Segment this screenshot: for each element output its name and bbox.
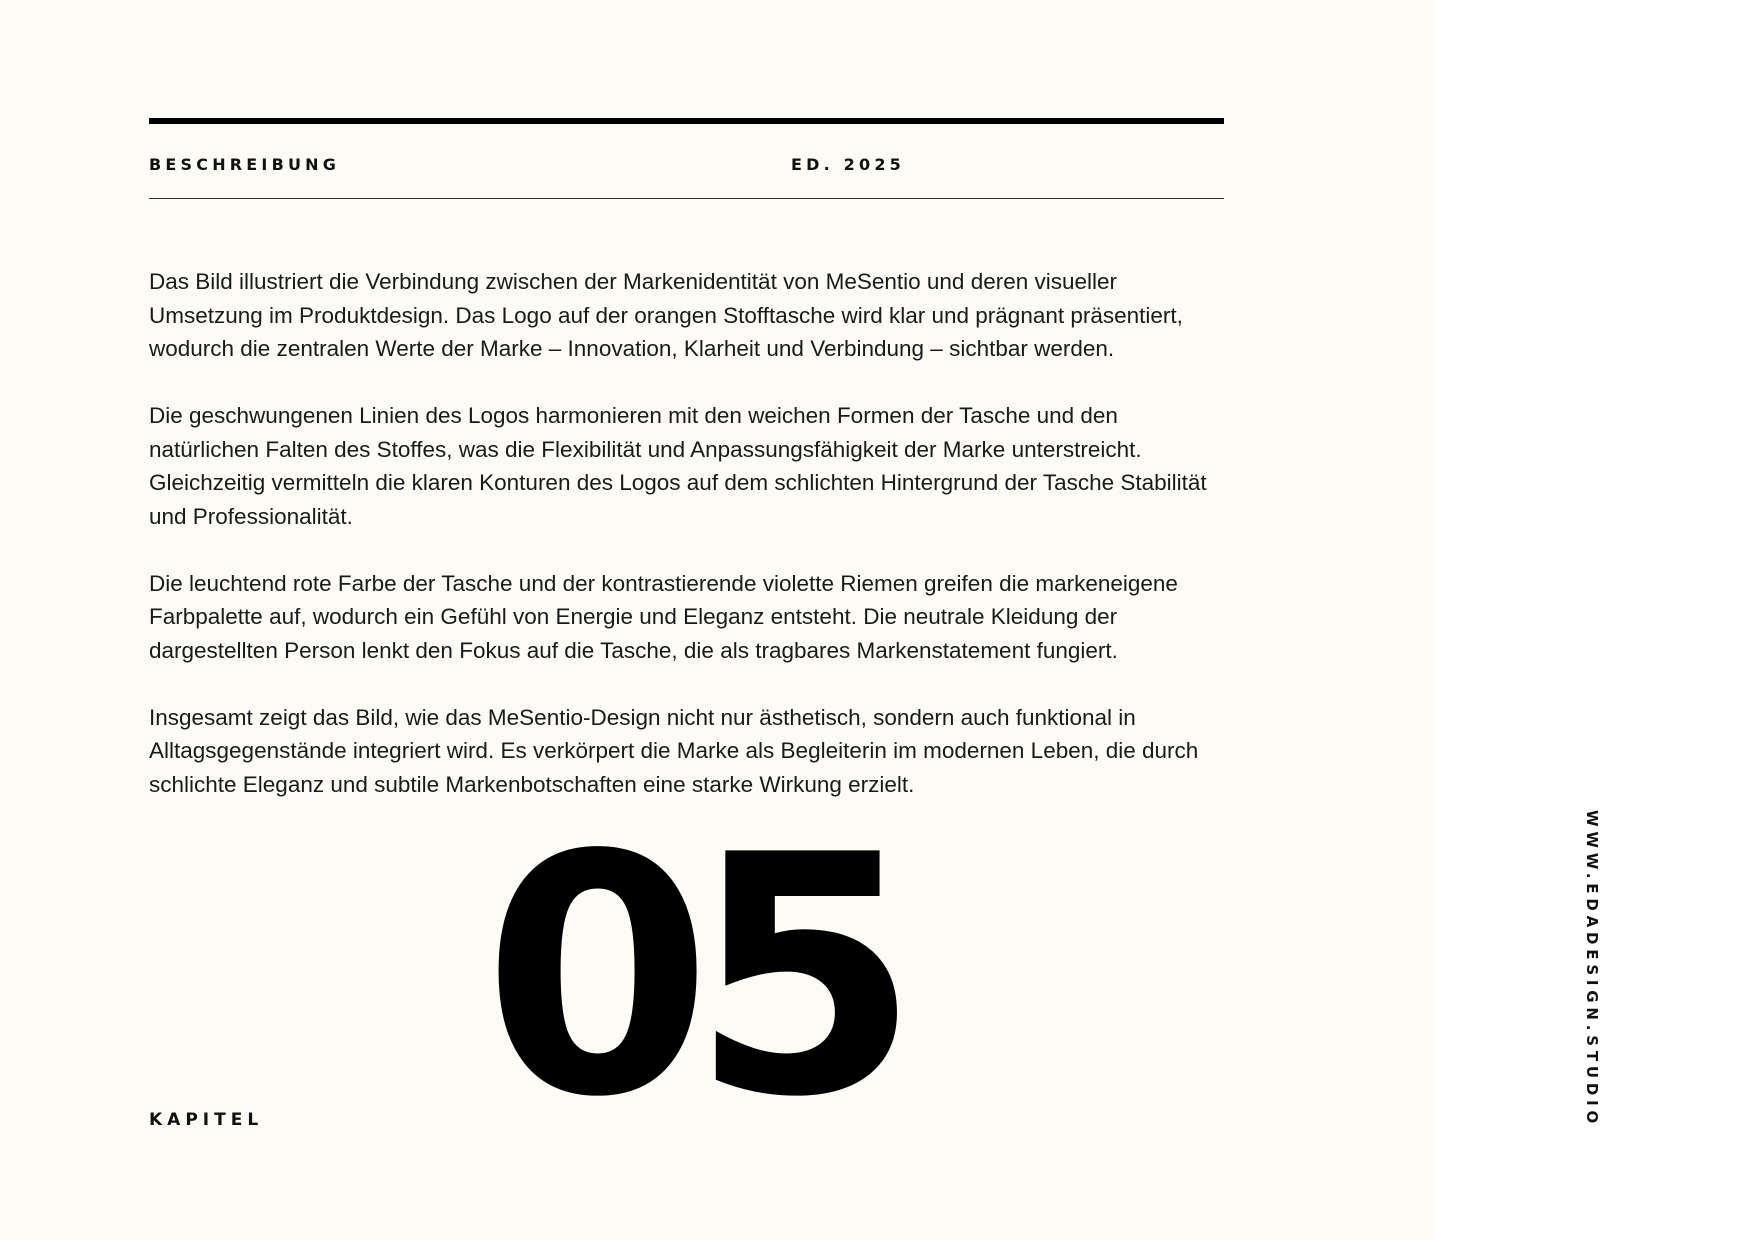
edition-label: ED. 2025 xyxy=(791,155,905,174)
chapter-number: 05 xyxy=(482,785,898,1169)
paragraph: Die leuchtend rote Farbe der Tasche und der kontrastierende violette Riemen greifen die markeneigene Farbpalette auf, wodurch ein Gefühl von Energie und Eleganz entsteht. Die neutrale Kleidung der dargestellten Person lenkt den Fokus auf die Tasche, die als tragbares Markenstatement fungiert. xyxy=(149,570,1178,663)
paragraph: Die geschwungenen Linien des Logos harmonieren mit den weichen Formen der Tasche und den natürlichen Falten des Stoffes, was die Flexibilität und Anpassungsfähigkeit der Marke unterstreicht. Gleichzeitig vermitteln die klaren Konturen des Logos auf dem schlichten Hintergrund der Tasche Stabilität und Professionalität. xyxy=(149,403,1207,529)
header-divider xyxy=(149,198,1224,199)
paragraph: Das Bild illustriert die Verbindung zwischen der Markenidentität von MeSentio und deren visueller Umsetzung im Produktdesign. Das Logo auf der orangen Stofftasche wird klar und prägnant präsentiert, wodurch die zentralen Werte der Marke – Innovation, Klarheit und Verbindung – sichtbar werden. xyxy=(149,269,1183,361)
side-url-text: WWW.EDADESIGN.STUDIO xyxy=(1583,810,1601,1129)
top-rule-divider xyxy=(149,118,1224,124)
section-label: BESCHREIBUNG xyxy=(149,155,341,174)
chapter-label: KAPITEL xyxy=(149,1110,264,1130)
description-body xyxy=(149,265,1234,835)
paragraph: Insgesamt zeigt das Bild, wie das MeSentio-Design nicht nur ästhetisch, sondern auch funktional in Alltagsgegenstände integriert wird. Es verkörpert die Marke als Begleiterin im modernen Leben, die durch schlichte Eleganz und subtile Markenbotschaften eine starke Wirkung erzielt. xyxy=(149,704,1199,797)
